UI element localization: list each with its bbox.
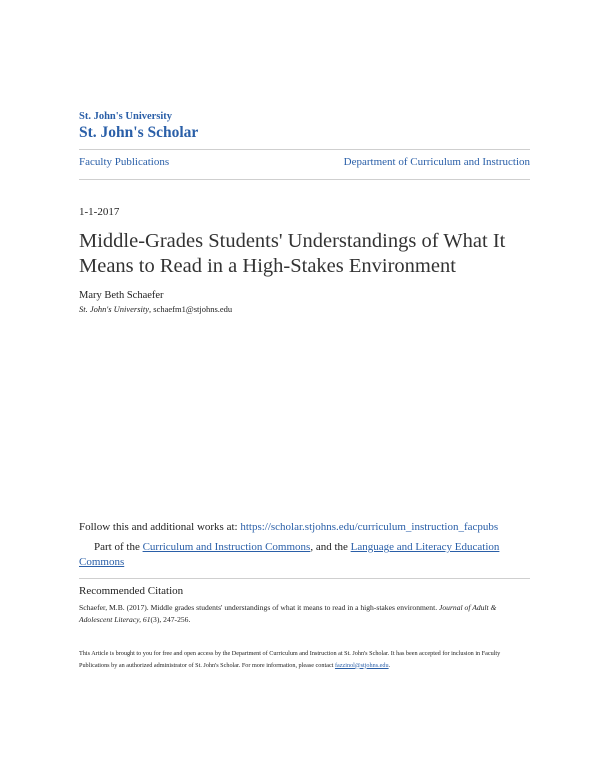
part-of-line bbox=[79, 540, 530, 570]
divider-citation bbox=[79, 578, 530, 579]
citation-journal: Journal of Adult & Adolescent Literacy, 61 bbox=[79, 603, 497, 624]
citation-text bbox=[79, 602, 530, 626]
curriculum-commons-link[interactable]: Curriculum and Instruction Commons bbox=[142, 541, 311, 553]
notice-end: . bbox=[388, 661, 391, 669]
faculty-publications-link[interactable]: Faculty Publications bbox=[79, 156, 170, 168]
part-of-prefix: Part of the bbox=[94, 541, 140, 553]
citation-heading: Recommended Citation bbox=[79, 585, 184, 597]
author-affiliation bbox=[79, 304, 232, 314]
institution-header bbox=[79, 111, 198, 142]
follow-prefix: Follow this and additional works at: bbox=[79, 521, 238, 533]
notice-text: This Article is brought to you for free and open access by the Department of Curriculum and Instruction at St. John's Scholar. It has been accepted for inclusion in Faculty Publications by an authorized administrator of St. John's Scholar. For more information, please contact bbox=[79, 650, 501, 669]
access-notice bbox=[79, 648, 530, 671]
repository-name[interactable]: St. John's Scholar bbox=[79, 124, 199, 141]
part-of-middle: , and the bbox=[310, 541, 348, 553]
language-literacy-commons-link[interactable]: Language and Literacy Education Commons bbox=[79, 541, 500, 568]
article-title: Middle-Grades Students' Understandings of What It Means to Read in a High-Stakes Environment bbox=[79, 230, 506, 277]
affiliation-separator: , bbox=[149, 304, 154, 314]
contact-email-link[interactable]: fazzinol@stjohns.edu bbox=[334, 661, 389, 669]
citation-plain: Schaefer, M.B. (2017). Middle grades students' understandings of what it means to read in a high-stakes environment. bbox=[79, 603, 438, 612]
divider-top bbox=[79, 149, 530, 150]
author-name: Mary Beth Schaefer bbox=[79, 290, 164, 301]
department-link[interactable]: Department of Curriculum and Instruction bbox=[343, 156, 530, 168]
university-name[interactable]: St. John's University bbox=[79, 111, 173, 122]
collection-url-link[interactable]: https://scholar.stjohns.edu/curriculum_instruction_facpubs bbox=[240, 521, 499, 533]
author-email: schaefm1@stjohns.edu bbox=[153, 304, 233, 314]
publication-date: 1-1-2017 bbox=[79, 206, 120, 218]
affiliation-name: St. John's University bbox=[79, 304, 150, 314]
follow-line bbox=[79, 521, 498, 533]
divider-nav bbox=[79, 179, 530, 180]
citation-tail: (3), 247-256. bbox=[150, 615, 191, 624]
